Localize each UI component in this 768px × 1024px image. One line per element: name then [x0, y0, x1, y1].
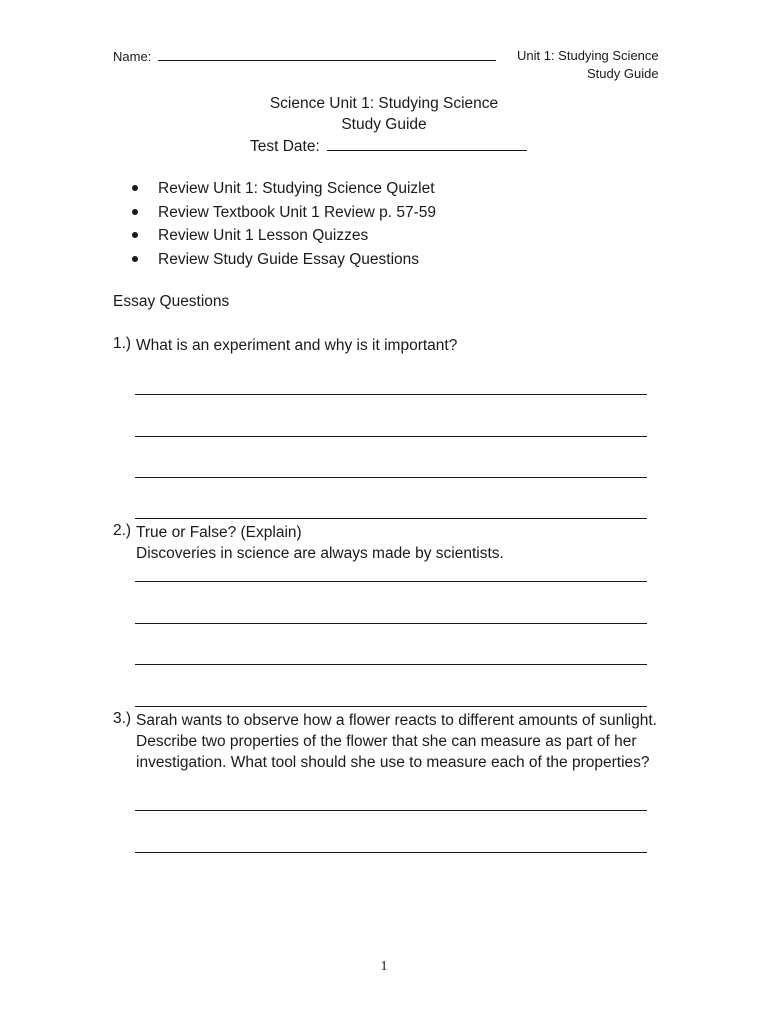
- name-blank-line[interactable]: [158, 48, 496, 61]
- document-subtitle: Study Guide: [341, 116, 427, 133]
- answer-line[interactable]: [135, 518, 647, 519]
- test-date-field: [250, 137, 527, 156]
- question-2-number: 2.): [113, 522, 132, 539]
- unit-label-line2: Study Guide: [587, 66, 659, 81]
- question-3-number: 3.): [113, 710, 132, 727]
- question-1-number: 1.): [113, 335, 132, 352]
- list-item: Review Study Guide Essay Questions: [132, 248, 436, 272]
- answer-line[interactable]: [135, 664, 647, 665]
- answer-line[interactable]: [135, 477, 647, 478]
- question-1-text: What is an experiment and why is it important?: [136, 337, 458, 354]
- essay-questions-heading: Essay Questions: [113, 293, 230, 310]
- page-number: 1: [380, 959, 388, 974]
- answer-line[interactable]: [135, 810, 647, 811]
- document-title: Science Unit 1: Studying Science: [269, 95, 499, 112]
- name-label: Name:: [113, 49, 152, 64]
- name-field: [113, 48, 496, 64]
- bullet-icon: [132, 256, 138, 262]
- unit-label-line1: Unit 1: Studying Science: [517, 48, 659, 63]
- bullet-icon: [132, 232, 138, 238]
- list-item: Review Unit 1 Lesson Quizzes: [132, 224, 436, 248]
- answer-line[interactable]: [135, 706, 647, 707]
- question-2-text: True or False? (Explain) Discoveries in science are always made by scientists.: [136, 524, 504, 562]
- test-date-blank-line[interactable]: [327, 137, 527, 151]
- answer-line[interactable]: [135, 394, 647, 395]
- review-list: [132, 177, 436, 271]
- bullet-icon: [132, 209, 138, 215]
- list-item: Review Textbook Unit 1 Review p. 57-59: [132, 201, 436, 225]
- answer-line[interactable]: [135, 436, 647, 437]
- answer-line[interactable]: [135, 852, 647, 853]
- question-3-text: Sarah wants to observe how a flower reacts to different amounts of sunlight. Describe two properties of the flower that she can measure as part of her investigation. What tool should she use to measure each of the properties?: [136, 712, 657, 771]
- list-item: Review Unit 1: Studying Science Quizlet: [132, 177, 436, 201]
- test-date-label: Test Date:: [250, 138, 320, 155]
- answer-line[interactable]: [135, 581, 647, 582]
- bullet-icon: [132, 185, 138, 191]
- answer-line[interactable]: [135, 623, 647, 624]
